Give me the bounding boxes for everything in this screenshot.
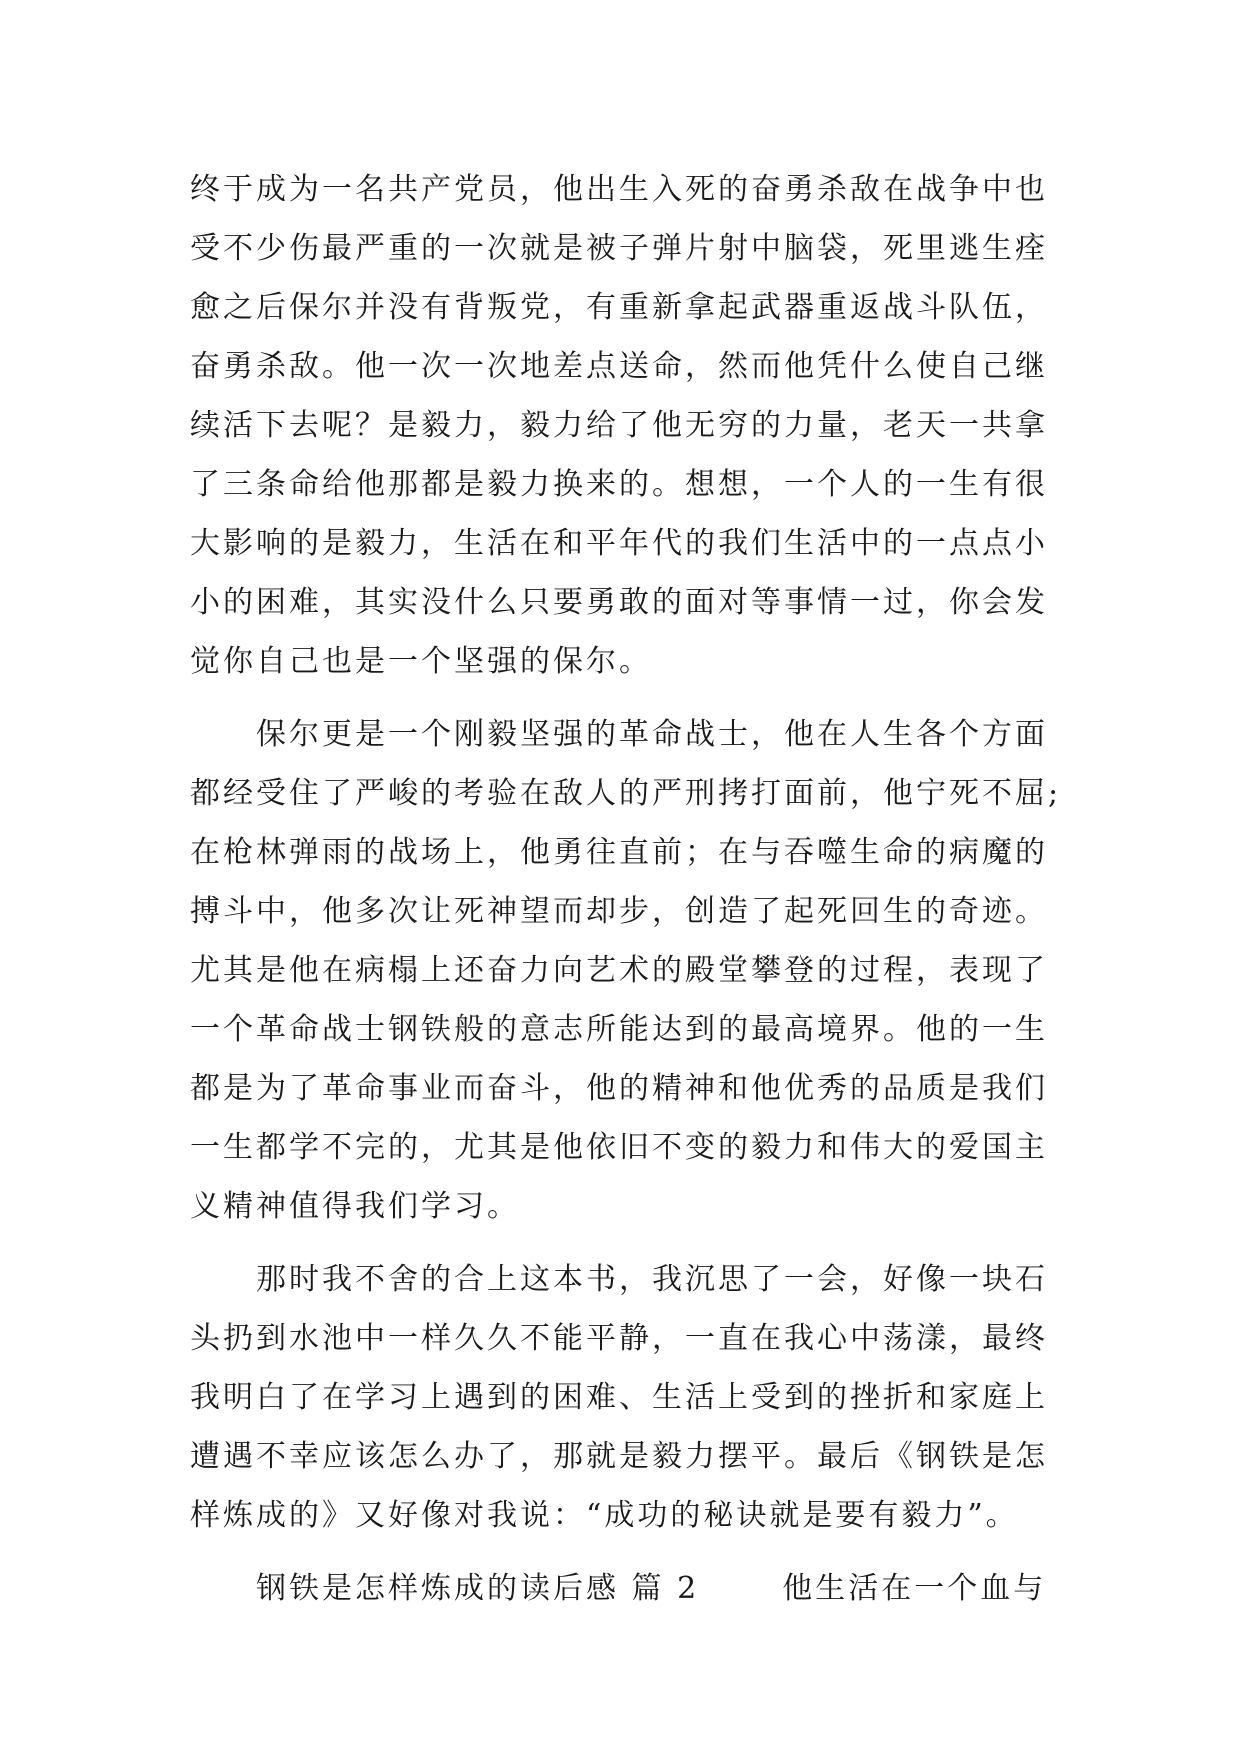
text-line: 我明白了在学习上遇到的困难、生活上受到的挫折和家庭上	[190, 1380, 1048, 1415]
text-line: 奋勇杀敌。他一次一次地差点送命，然而他凭什么使自己继	[190, 349, 1048, 384]
paragraph-1	[190, 160, 1070, 691]
text-line: 了三条命给他那都是毅力换来的。想想，一个人的一生有很	[190, 467, 1048, 502]
text-line: 一生都学不完的，尤其是他依旧不变的毅力和伟大的爱国主	[190, 1130, 1048, 1165]
text-line: 头扔到水池中一样久久不能平静，一直在我心中荡漾，最终	[190, 1321, 1048, 1356]
text-line: 义精神值得我们学习。	[190, 1189, 520, 1224]
paragraph-2	[190, 705, 1070, 1236]
text-line: 受不少伤最严重的一次就是被子弹片射中脑袋，死里逃生痊	[190, 231, 1048, 266]
heading-continuation-text: 他生活在一个血与	[782, 1571, 1047, 1606]
text-line: 搏斗中，他多次让死神望而却步，创造了起死回生的奇迹。	[190, 894, 1048, 929]
section-heading	[190, 1559, 1070, 1618]
text-line: 小的困难，其实没什么只要勇敢的面对等事情一过，你会发	[190, 585, 1048, 620]
text-line: 都是为了革命事业而奋斗，他的精神和他优秀的品质是我们	[190, 1071, 1048, 1106]
paragraph-spacing	[190, 1236, 1070, 1250]
text-line: 那时我不舍的合上这本书，我沉思了一会，好像一块石	[190, 1262, 1048, 1297]
heading-part-number: 篇 2	[631, 1571, 700, 1606]
text-line: 在枪林弹雨的战场上，他勇往直前；在与吞噬生命的病魔的	[190, 835, 1048, 870]
text-line: 终于成为一名共产党员，他出生入死的奋勇杀敌在战争中也	[190, 172, 1048, 207]
text-line: 大影响的是毅力，生活在和平年代的我们生活中的一点点小	[190, 526, 1048, 561]
body-text	[190, 160, 1070, 1618]
text-line: 遭遇不幸应该怎么办了，那就是毅力摆平。最后《钢铁是怎	[190, 1439, 1048, 1474]
text-line: 都经受住了严峻的考验在敌人的严刑拷打面前，他宁死不屈;	[190, 776, 1062, 811]
paragraph-3	[190, 1250, 1070, 1545]
text-line: 尤其是他在病榻上还奋力向艺术的殿堂攀登的过程，表现了	[190, 953, 1048, 988]
text-line: 保尔更是一个刚毅坚强的革命战士，他在人生各个方面	[190, 717, 1048, 752]
text-line: 觉你自己也是一个坚强的保尔。	[190, 644, 652, 679]
text-line: 愈之后保尔并没有背叛党，有重新拿起武器重返战斗队伍，	[190, 290, 1048, 325]
text-line: 续活下去呢？是毅力，毅力给了他无穷的力量，老天一共拿	[190, 408, 1048, 443]
paragraph-spacing	[190, 691, 1070, 705]
text-line: 一个革命战士钢铁般的意志所能达到的最高境界。他的一生	[190, 1012, 1048, 1047]
paragraph-spacing	[190, 1545, 1070, 1559]
heading-title: 钢铁是怎样炼成的读后感	[190, 1571, 619, 1606]
text-line: 样炼成的》又好像对我说：“成功的秘诀就是要有毅力”。	[190, 1498, 1019, 1533]
